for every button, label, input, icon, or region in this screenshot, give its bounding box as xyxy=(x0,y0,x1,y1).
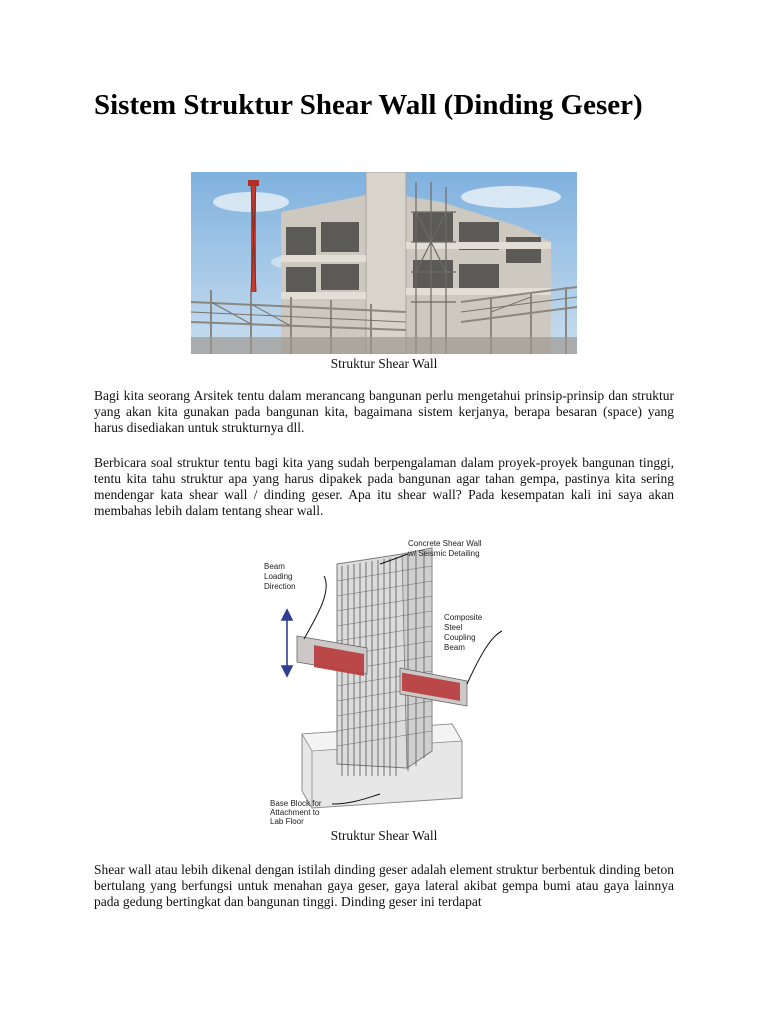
label-comp-line3: Coupling xyxy=(444,633,476,642)
label-wall-line2: w/ Seismic Detailing xyxy=(408,549,480,558)
label-beam-line3: Direction xyxy=(264,582,296,591)
page-title: Sistem Struktur Shear Wall (Dinding Geser) xyxy=(94,89,643,121)
label-comp-line4: Beam xyxy=(444,643,465,652)
label-base-line1: Base Block for xyxy=(270,799,322,808)
label-beam-line1: Beam xyxy=(264,562,285,571)
paragraph-1: Bagi kita seorang Arsitek tentu dalam merancang bangunan perlu mengetahui prinsip-prinsip dan struktur yang akan kita gunakan pada bangunan kita, bagaimana sistem kerjanya, berapa besaran (space) yang harus disediakan untuk strukturnya dll. xyxy=(94,388,674,435)
construction-photo xyxy=(191,172,577,354)
label-comp-line2: Steel xyxy=(444,623,463,632)
paragraph-2: Berbicara soal struktur tentu bagi kita yang sudah berpengalaman dalam proyek-proyek bangunan tinggi, tentu kita tahu struktur apa yang harus dipakek pada bangunan agar tahan gempa, pastinya kita sering mendengar kata shear wall / dinding geser. Apa itu shear wall? Pada kesempatan kali ini saya akan membahas lebih dalam tentang shear wall. xyxy=(94,455,674,518)
label-base-line2: Attachment to xyxy=(270,808,320,817)
shear-wall-diagram xyxy=(262,536,514,826)
figure2-caption: Struktur Shear Wall xyxy=(330,828,438,843)
label-base-line3: Lab Floor xyxy=(270,817,304,826)
label-beam-line2: Loading xyxy=(264,572,293,581)
label-comp-line1: Composite xyxy=(444,613,483,622)
paragraph-3: Shear wall atau lebih dikenal dengan istilah dinding geser adalah element struktur berbentuk dinding beton bertulang yang berfungsi untuk menahan gaya geser, gaya lateral akibat gempa bumi atau gaya lainnya pada gedung bertingkat dan bangunan tinggi. Dinding geser ini terdapat xyxy=(94,862,674,909)
figure1-caption: Struktur Shear Wall xyxy=(330,356,438,371)
label-wall-line1: Concrete Shear Wall xyxy=(408,539,482,548)
